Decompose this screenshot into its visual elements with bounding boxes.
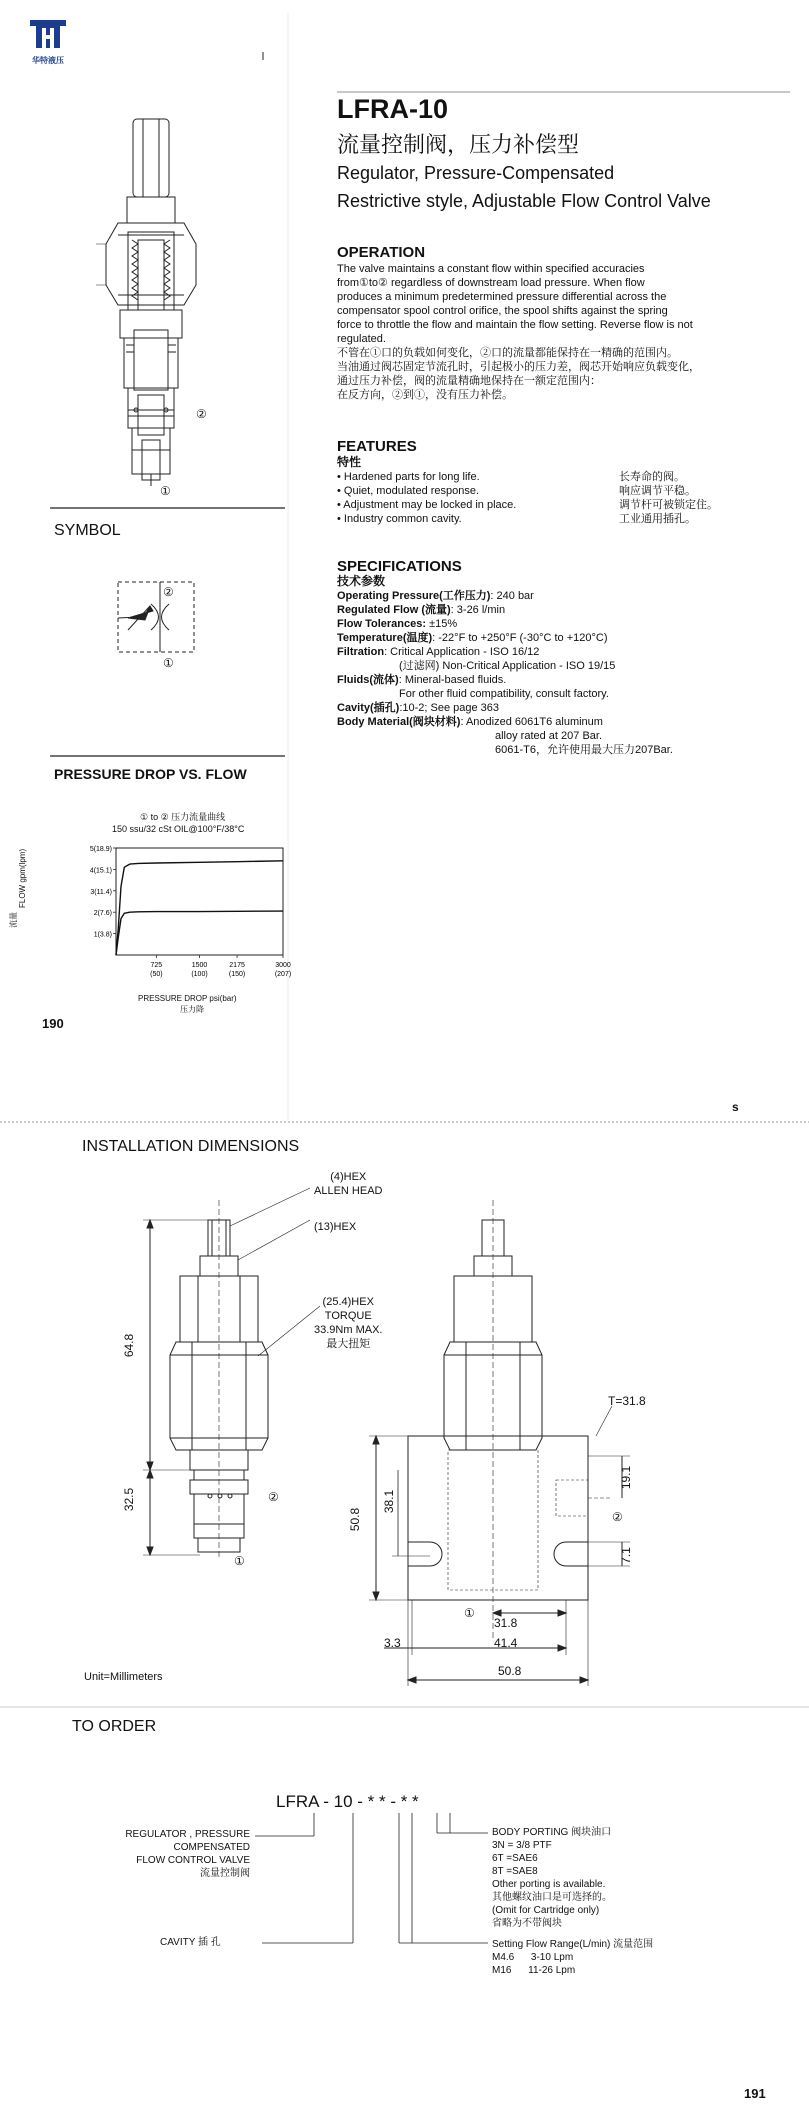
install-port-2: ② [268,1490,279,1504]
chart-xlabel: PRESSURE DROP psi(bar) [138,994,237,1003]
chart-y-tick-label: 3(11.4) [90,888,112,896]
spec-filtration: Filtration: Critical Application - ISO 16/12 [337,646,540,658]
operation-line: force to throttle the flow and maintain the flow setting. Reverse flow is not [337,319,693,331]
dim-31-8: 31.8 [494,1616,518,1630]
feature-list [337,470,777,526]
chart-y-tick-label: 1(3.8) [93,931,112,939]
dim-50-8: 50.8 [348,1507,363,1532]
chart-x-tick-label-bar: (50) [150,971,163,978]
operation-line: from①to② regardless of downstream load pressure. When flow [337,277,645,289]
hex25-label: (25.4)HEX TORQUE 33.9Nm MAX. 最大扭矩 [314,1296,383,1350]
body-port-2: ② [612,1510,623,1524]
specifications [337,560,777,757]
chart-title: ① to ② 压力流量曲线 [140,812,226,822]
operation-line: compensator spool control orifice, the spool shifts against the spring [337,305,668,317]
order-code: LFRA - 10 - * * - * * [276,1792,419,1811]
features-heading-cn: 特性 [337,455,362,469]
spec-reg-flow: Regulated Flow (流量): 3-26 l/min [337,604,506,616]
chart-x-tick-label: 2175 [229,962,245,969]
chart-y-tick-label: 2(7.6) [93,910,112,918]
order-body-porting: BODY PORTING 阀块油口 3N = 3/8 PTF 6T =SAE6 8T =SAE8 Other porting is available. 其他螺纹油口是可选择的。 (Omit for Cartridge only) 省略为不带阀块 [492,1827,612,1929]
feature-en: • Adjustment may be locked in place. [337,499,517,511]
feature-item [337,512,777,526]
feature-en: • Quiet, modulated response. [337,485,480,497]
chart-x-tick-label-bar: (100) [191,971,208,978]
spec-tolerance: Flow Tolerances: ±15% [337,618,458,630]
spec-body-3: 6061-T6，允许使用最大压力207Bar. [495,744,673,756]
chart-ylabel: FLOW gpm(lpm) [18,848,27,908]
order-cavity: CAVITY 插 孔 [160,1937,221,1948]
chart-x-tick-label: 3000 [275,962,291,969]
title-en-2: Restrictive style, Adjustable Flow Control Valve [337,191,711,211]
installation-heading: INSTALLATION DIMENSIONS [82,1138,300,1155]
pressure-drop-heading: PRESSURE DROP VS. FLOW [54,766,247,782]
spec-op-pressure: Operating Pressure(工作压力): 240 bar [337,590,534,602]
operation-line: The valve maintains a constant flow within specified accuracies [337,263,645,275]
dim-50-8b: 50.8 [498,1664,522,1678]
chart-plot-frame [116,848,283,955]
feature-cn: 调节杆可被锁定住。 [619,499,718,511]
title-en-1: Regulator, Pressure-Compensated [337,163,615,183]
model-title: LFRA-10 [337,94,449,124]
dim-38-1: 38.1 [382,1489,397,1514]
operation-line: 当油通过阀芯固定节流孔时，引起极小的压力差，阀芯开始响应负载变化， [337,361,700,373]
dim-t: T=31.8 [608,1394,646,1408]
logo-text: 华特液压 [32,56,64,65]
dim-41-4: 41.4 [494,1636,518,1650]
title-cn: 流量控制阀，压力补偿型 [337,132,580,157]
operation-line: 通过压力补偿，阀的流量精确地保持在一额定范围内： [337,375,601,387]
dim-64-8: 64.8 [122,1333,137,1358]
feature-item [337,484,777,498]
feature-cn: 响应调节平稳。 [619,485,696,497]
order-description: REGULATOR , PRESSURE COMPENSATED FLOW CONTROL VALVE 流量控制阀 [125,1829,250,1879]
company-logo [22,18,74,64]
chart-x-tick-label-bar: (150) [228,971,246,978]
specs-heading: SPECIFICATIONS [337,558,462,575]
feature-cn: 长寿命的阀。 [619,471,685,483]
feature-item [337,470,777,484]
order-heading: TO ORDER [72,1718,157,1735]
body-port-1: ① [464,1606,475,1620]
logo-icon [22,18,74,50]
chart-ylabel-cn: 流量 [9,912,18,928]
features-heading: FEATURES [337,438,417,455]
unit-label: Unit=Millimeters [84,1671,163,1683]
dim-32-5: 32.5 [122,1487,137,1512]
operation-line: 在反方向，②到①，没有压力补偿。 [337,389,513,401]
dim-7-1: 7.1 [618,1547,633,1564]
spec-body: Body Material(阀块材料): Anodized 6061T6 aluminum [337,716,603,728]
page-mark: s [732,1100,739,1114]
hex13-label: (13)HEX [314,1221,357,1233]
chart-subtitle: 150 ssu/32 cSt OIL@100°F/38°C [112,824,245,834]
spec-filtration-2: (过滤网) Non-Critical Application - ISO 19/15 [399,660,616,672]
allen-head-label: (4)HEX ALLEN HEAD [314,1171,383,1197]
spec-fluids: Fluids(流体): Mineral-based fluids. [337,674,507,686]
spec-body-2: alloy rated at 207 Bar. [495,730,603,742]
feature-en: • Hardened parts for long life. [337,471,480,483]
feature-item [337,498,777,512]
section-port-1: ① [160,484,171,498]
chart-series-line-1 [116,861,283,955]
dim-19-1: 19.1 [619,1465,634,1490]
spec-cavity: Cavity(插孔):10-2; See page 363 [337,702,500,714]
chart-x-tick-label: 1500 [191,962,208,969]
chart-x-tick-label: 725 [150,962,163,969]
operation-line: produces a minimum predetermined pressure differential across the [337,291,667,303]
feature-en: • Industry common cavity. [337,513,462,525]
operation-line: regulated. [337,333,386,345]
install-port-1: ① [234,1554,245,1568]
specs-heading-cn: 技术参数 [337,574,386,588]
chart-series-line-2 [116,911,283,955]
spec-temperature: Temperature(温度): -22°F to +250°F (-30°C to +120°C) [337,632,608,644]
feature-cn: 工业通用插孔。 [619,513,696,525]
symbol-port-2: ② [163,585,174,599]
page-number-left: 190 [42,1016,64,1031]
chart-x-tick-label-bar: (207) [274,971,292,978]
page-number-right: 191 [744,2086,766,2101]
spec-fluids-2: For other fluid compatibility, consult factory. [399,688,609,700]
operation-line: 不管在①口的负载如何变化，②口的流量都能保持在一精确的范围内。 [337,347,678,359]
operation-heading: OPERATION [337,244,426,261]
dim-3-3: 3.3 [384,1636,401,1650]
chart-y-tick-label: 5(18.9) [89,846,112,853]
section-port-2: ② [196,407,207,421]
symbol-port-1: ① [163,656,174,670]
operation-text [337,262,777,402]
order-flow-range: Setting Flow Range(L/min) 流量范围 M4.6 3-10 Lpm M16 11-26 Lpm [492,1939,654,1976]
chart-y-tick-label: 4(15.1) [89,867,112,875]
chart-xlabel-cn: 压力降 [180,1005,204,1014]
symbol-heading: SYMBOL [54,522,121,539]
